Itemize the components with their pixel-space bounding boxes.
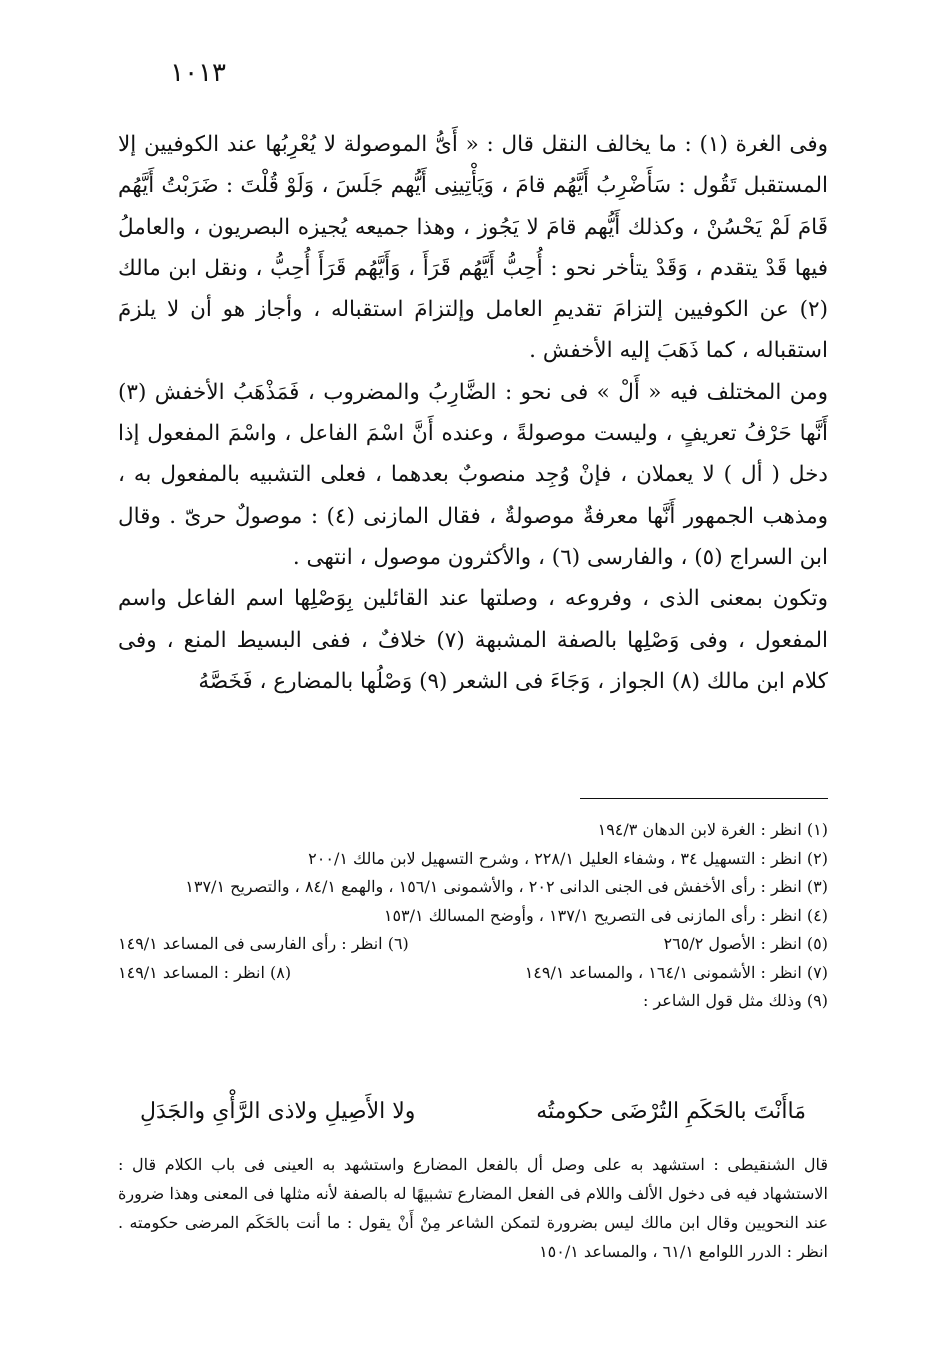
footnote-separator	[580, 798, 828, 799]
verse-second-hemistich: ولا الأَصِيلِ ولاذى الرَّأْىِ والجَدَلِ	[140, 1099, 416, 1124]
footnote: (٩) وذلك مثل قول الشاعر :	[642, 991, 828, 1010]
page-number: ١٠١٣	[170, 58, 226, 88]
poetry-verse	[140, 1092, 806, 1132]
footnote: (٨) انظر : المساعد ١٤٩/١	[118, 962, 292, 982]
paragraph: وفى الغرة (١) : ما يخالف النقل قال : « أَىُّ الموصولة لا يُعْرِبُها عند الكوفيين إلا المستقبل تَقُول : سَأَضْرِبُ أَيَّهُم قامَ ، وَيَأْتِينِى أَيُّهم جَلَسَ ، وَلَوْ قُلْتَ : ضَرَبْتُ أَيَّهُم قَامَ لَمْ يَحْسُنْ ، وكذلك أَيُّهم قامَ لا يَجُوز ، وهذا جميعه يُجيزه البصريون ، والعاملُ فيها قَدْ يتقدم ، وَقَدْ يتأخر نحو : أُحِبُّ أَيَّهُم قَرَأَ ، وَأَيَّهُم قَرَأَ أُحِبُّ ، ونقل ابن مالك (٢) عن الكوفيين إلتزامَ تقديمِ العامل وإلتزامَ استقباله ، وأجاز هو أن لا يلزمَ استقباله ، كما ذَهَبَ إليه الأخفش .	[118, 132, 828, 364]
verse-first-hemistich: مَاأَنْتَ بالحَكَمِ التُرْضَى حكومتُه	[536, 1099, 806, 1124]
footnote: (٤) انظر : رأى المازنى فى التصريح ١٣٧/١ ، وأوضح المسالك ١٥٣/١	[383, 905, 828, 925]
footnote: (٦) انظر : رأى الفارسى فى المساعد ١٤٩/١	[118, 934, 409, 953]
footnote: (٣) انظر : رأى الأخفش فى الجنى الدانى ٢٠٢ ، والأشمونى ١٥٦/١ ، والهمع ٨٤/١ ، والتصريح ١٣٧/١	[185, 877, 828, 896]
commentary-text: قال الشنقيطى : استشهد به على وصل أل بالفعل المضارع واستشهد به العينى فى باب الكلام قال : الاستشهاد فيه فى دخول الألف واللام فى الفعل المضارع تشبيهًا له بالصفة لأنه مثلها فى المعنى وهذا ضرورة عند النحويين وقال ابن مالك ليس بضرورة لتمكن الشاعر مِنْ أَنْ يقول : ما أنت بالحَكَم المرضى حكومته . انظر : الدرر اللوامع ٦١/١ ، والمساعد ١٥٠/١	[118, 1155, 829, 1261]
commentary	[118, 1150, 828, 1266]
footnote-row	[118, 930, 828, 959]
paragraph: وتكون بمعنى الذى ، وفروعه ، وصلتها عند القائلين بِوَصْلِها اسم الفاعل واسم المفعول ، وفى وَصْلِها بالصفة المشبهة (٧) خلافٌ ، ففى البسيط المنع ، وفى كلام ابن مالك (٨) الجواز ، وَجَاءَ فى الشعر (٩) وَصْلُها بالمضارع ، فَخَصَّهُ	[118, 586, 828, 694]
paragraph: ومن المختلف فيه « أَلْ » فى نحو : الضَّارِبُ والمضروب ، فَمَذْهَبُ الأخفش (٣) أَنَّها حَرْفُ تعريفٍ ، وليست موصولةً ، وعنده أَنَّ اسْمَ الفاعل ، واسْمَ المفعول إذا دخل ( أل ) لا يعملان ، فإنْ وُجِد منصوبٌ بعدهما ، فعلى التشبيه بالمفعول به ، ومذهب الجمهور أَنَّها معرفةٌ موصولةٌ ، فقال المازنى (٤) : موصولٌ حرىّ . وقال ابن السراج (٥) ، والفارسى (٦) ، والأكثرون موصول ، انتهى .	[118, 379, 828, 570]
footnotes	[118, 816, 828, 1016]
footnote-row	[118, 959, 828, 988]
main-text	[118, 124, 828, 702]
footnote: (٥) انظر : الأصول ٢٦٥/٢	[663, 934, 828, 953]
footnote: (١) انظر : الغرة لابن الدهان ١٩٤/٣	[597, 820, 828, 839]
footnote: (٧) انظر : الأشمونى ١٦٤/١ ، والمساعد ١٤٩/١	[524, 962, 828, 982]
footnote: (٢) انظر : التسهيل ٣٤ ، وشفاء العليل ٢٢٨/١ ، وشرح التسهيل لابن مالك ٢٠٠/١	[308, 848, 828, 868]
